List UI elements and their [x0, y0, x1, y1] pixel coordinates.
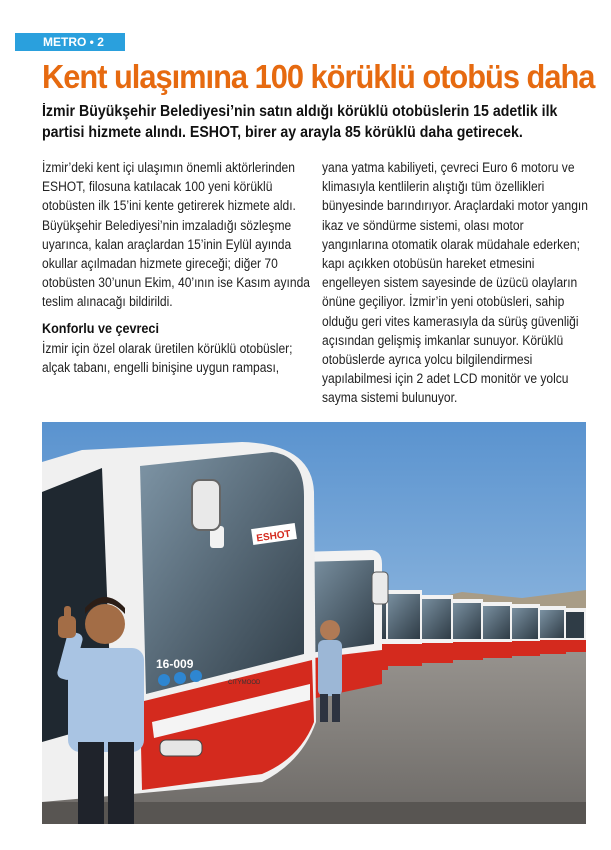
lead-paragraph: İzmir Büyükşehir Belediyesi’nin satın aldığı körüklü otobüslerin 15 adetlik ilk partisi hizmete alındı. ESHOT, birer ay arayla 85 körüklü daha getirecek. [42, 103, 558, 141]
bus-photo-illustration [42, 422, 586, 824]
bus-number: 16-009 [156, 657, 194, 671]
bus [536, 606, 566, 654]
side-mirror [192, 480, 220, 530]
article-column-left [42, 158, 312, 377]
low-floor-icon [174, 672, 186, 684]
accessibility-icon [158, 674, 170, 686]
body-paragraph: yana yatma kabiliyeti, çevreci Euro 6 motoru ve klimasıyla kentlilerin alıştığı tüm özellikleri bünyesinde barındırıyor. Araçlardaki motor yangın ikaz ve söndürme sistemi, olası motor yangınlarına otomatik olarak müdahale ederken; kapı açıkken otobüsün hareket etmesini engelleyen sistem sayesinde de üzücü olayların önüne geçiliyor. İzmir’in yeni otobüsleri, sahip olduğu geri vites kamerasıyla da sürüş güvenliği açısından gelişmiş imkanlar sunuyor. Körüklü otobüslerde ayrıca yolcu bilgilendirmesi yapılabilmesi için 2 adet LCD monitör ve yolcu sayma sistemi bulunuyor. [322, 160, 588, 406]
section-tab: METRO • 2 [15, 33, 125, 51]
bus-fleet-photo [42, 422, 586, 824]
body-paragraph: İzmir’deki kent içi ulaşımın önemli aktörlerinden ESHOT, filosuna katılacak 100 yeni körüklü otobüsten ilk 15’ini kente getirerek hizmete aldı. Büyükşehir Belediyesi’nin imzaladığı sözleşme uyarınca, kalan araçlardan 15’inin Eylül ayında okullar açılmadan hizmete gireceği; diğer 70 otobüsten 30’unun Ekim, 40’ının ise Kasım ayında teslim alınacağı bildirildi. [42, 160, 310, 310]
headlight [160, 740, 202, 756]
bus-model-badge: CITYMOOD [228, 680, 261, 686]
body-paragraph: İzmir için özel olarak üretilen körüklü otobüsler; alçak tabanı, engelli binişine uygun rampası, [42, 340, 293, 376]
headline: Kent ulaşımına 100 körüklü otobüs daha [42, 59, 595, 96]
subheading: Konforlu ve çevreci [42, 319, 159, 336]
info-icon [190, 670, 202, 682]
article-column-right [322, 158, 592, 408]
eshot-sign: ESHOT [255, 528, 292, 545]
